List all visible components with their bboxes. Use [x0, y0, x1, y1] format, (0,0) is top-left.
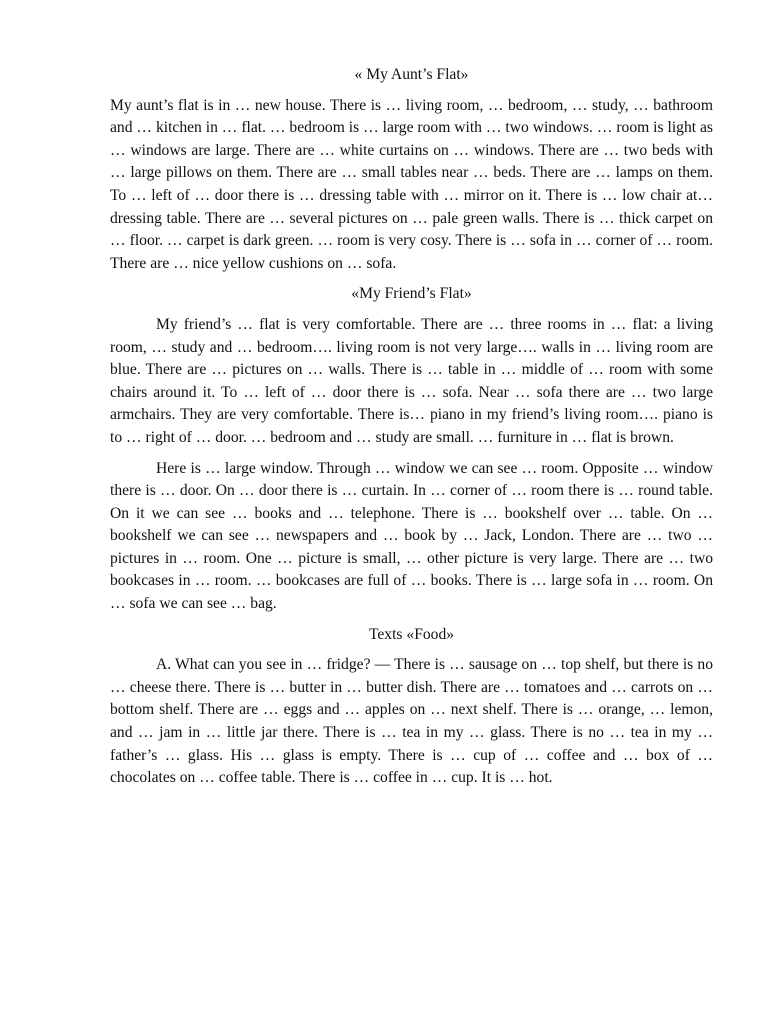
paragraph-food-a: A. What can you see in … fridge? — There is … sausage on … top shelf, but there is no … cheese there. There is … butter in … butter dish. There are … tomatoes and … carrots on … bottom shelf. There are … eggs and … apples on … next shelf. There is … orange, … lemon, and … jam in … little jar there. There is … tea in my … glass. There is no … tea in my … father’s … glass. His … glass is empty. There is … cup of … coffee and … box of … chocolates on … coffee table. There is … coffee in … cup. It is … hot. [110, 656, 713, 787]
document-page [110, 64, 713, 798]
section-title-friends-flat: «My Friend’s Flat» [351, 285, 472, 303]
paragraph-friends-flat-2: Here is … large window. Through … window we can see … room. Opposite … window there is … door. On … door there is … curtain. In … corner of … room there is … round table. On it we can see … books and … telephone. There is … bookshelf over … table. On … bookshelf we can see … newspapers and … book by … Jack, London. There are … two … pictures in … room. One … picture is small, … other picture is very large. There are … two bookcases in … room. … bookcases are full of … books. There is … large sofa in … room. On … sofa we can see … bag. [110, 459, 713, 613]
paragraph-friends-flat-1: My friend’s … flat is very comfortable. There are … three rooms in … flat: a living room, … study and … bedroom…. living room is not very large…. walls in … living room are blue. There are … pictures on … walls. There is … table in … middle of … room with some chairs around it. To … left of … door there is … sofa. Near … sofa there are … two large armchairs. They are very comfortable. There is… piano in my friend’s living room…. piano is to … right of … door. … bedroom and … study are small. … furniture in … flat is brown. [110, 315, 713, 446]
paragraph-aunts-flat: My aunt’s flat is in … new house. There is … living room, … bedroom, … study, … bathroom and … kitchen in … flat. … bedroom is … large room with … two windows. … room is light as … windows are large. There are … white curtains on … windows. There are … two beds with … large pillows on them. There are … small tables near … beds. There are … lamps on them. To … left of … door there is … dressing table with … mirror on it. There is … low chair at… dressing table. There are … several pictures on … pale green walls. There is … thick carpet on … floor. … carpet is dark green. … room is very cosy. There is … sofa in … corner of … room. There are … nice yellow cushions on … sofa. [110, 96, 713, 272]
section-title-aunts-flat: « My Aunt’s Flat» [354, 66, 469, 83]
section-title-food: Texts «Food» [368, 625, 455, 643]
